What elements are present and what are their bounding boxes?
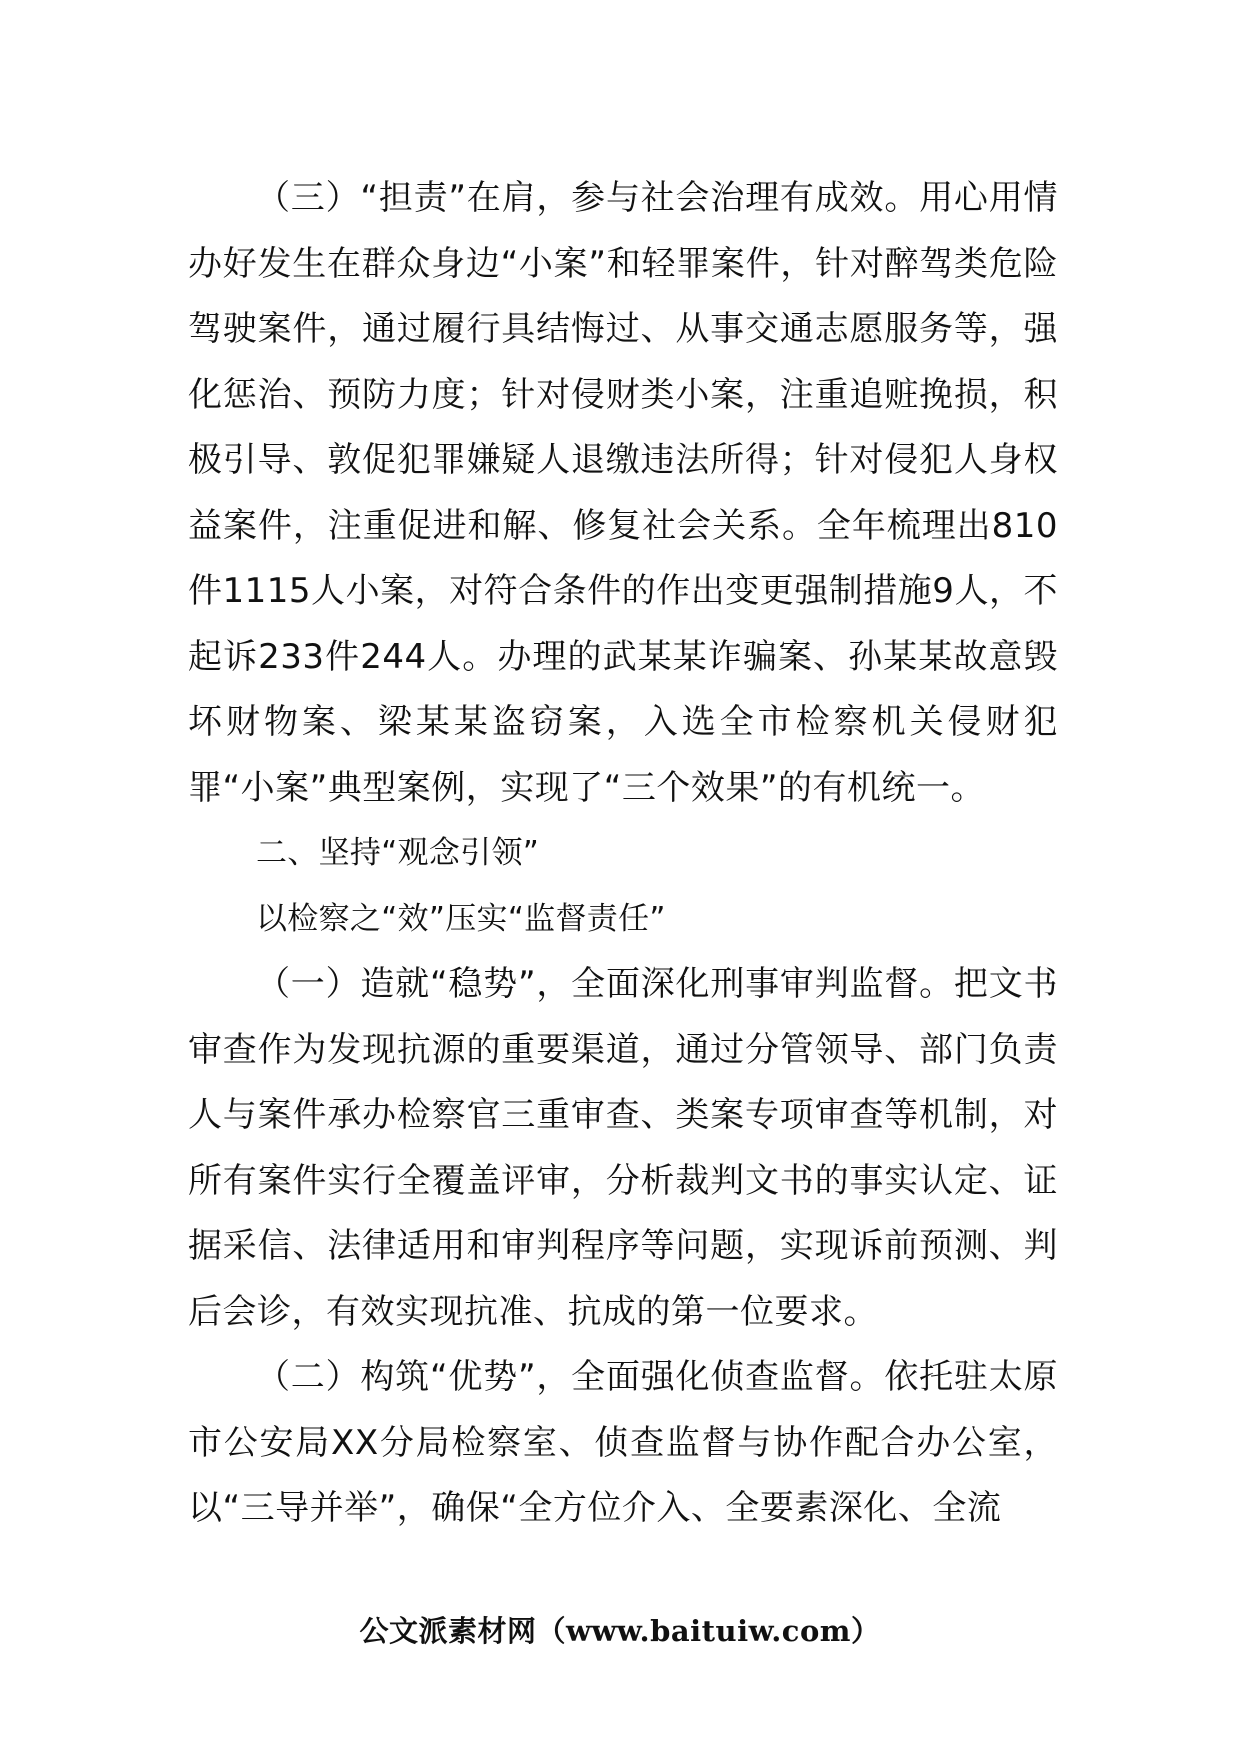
- document-body: [188, 166, 1058, 1542]
- section-subheading-2: 以检察之“效”压实“监督责任”: [256, 900, 666, 937]
- paragraph-subsection-2-investigation-supervision: （二）构筑“优势”，全面强化侦查监督。依托驻太原市公安局XX分局检察室、侦查监督与协作配合办公室，以“三导并举”，确保“全方位介入、全要素深化、全流: [188, 1357, 1058, 1528]
- footer-watermark: 公文派素材网（www.baituiw.com）: [359, 1614, 881, 1648]
- section-heading-2: 二、坚持“观念引领”: [256, 835, 540, 871]
- paragraph-section-3-responsibility: （三）“担责”在肩，参与社会治理有成效。用心用情办好发生在群众身边“小案”和轻罪案件，针对醉驾类危险驾驶案件，通过履行具结悔过、从事交通志愿服务等，强化惩治、预防力度；针对侵财类小案，注重追赃挽损，积极引导、敦促犯罪嫌疑人退缴违法所得；针对侵犯人身权益案件，注重促进和解、修复社会关系。全年梳理出810件1115人小案，对符合条件的作出变更强制措施9人，不起诉233件244人。办理的武某某诈骗案、孙某某故意毁坏财物案、梁某某盗窃案，入选全市检察机关侵财犯罪“小案”典型案例，实现了“三个效果”的有机统一。: [188, 178, 1058, 808]
- paragraph-subsection-1-trial-supervision: （一）造就“稳势”，全面深化刑事审判监督。把文书审查作为发现抗源的重要渠道，通过分管领导、部门负责人与案件承办检察官三重审查、类案专项审查等机制，对所有案件实行全覆盖评审，分析裁判文书的事实认定、证据采信、法律适用和审判程序等问题，实现诉前预测、判后会诊，有效实现抗准、抗成的第一位要求。: [188, 964, 1058, 1332]
